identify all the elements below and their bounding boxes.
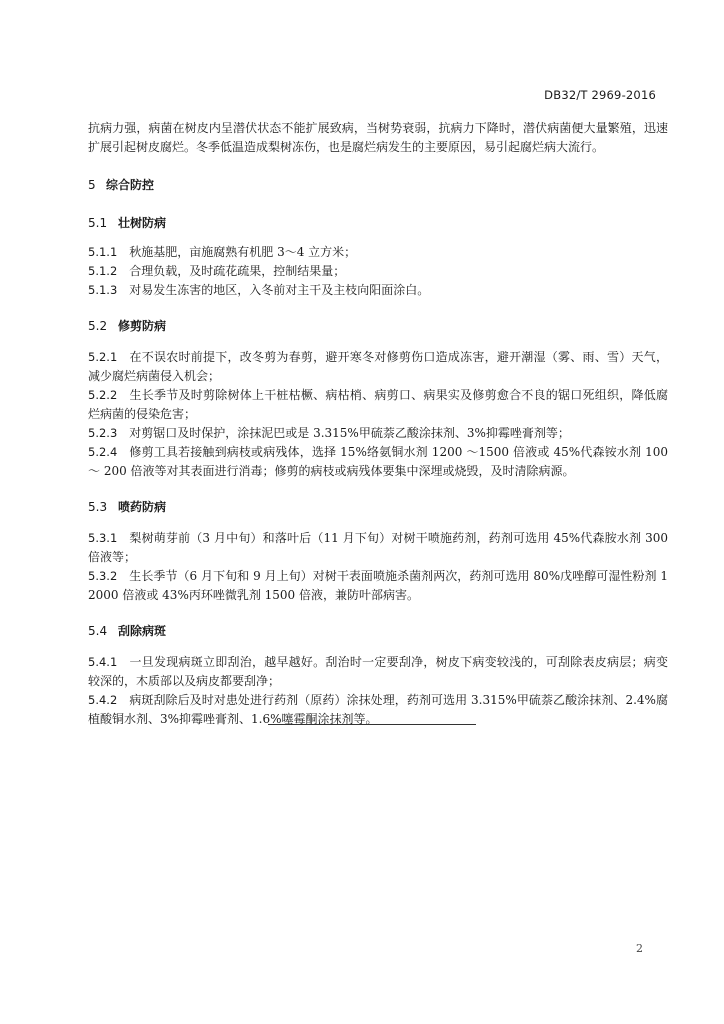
section-5-1-heading bbox=[88, 214, 668, 233]
item-5-2-4-text: 修剪工具若接触到病枝或病残体，选择 15%络氨铜水剂 1200 ～1500 倍液或 45%代森铵水剂 100 ～ 200 倍液等对其表面进行消毒；修剪的病枝或病残体要集中深埋或烧毁，及时清除病源。 bbox=[88, 445, 668, 478]
item-5-2-4 bbox=[88, 443, 668, 481]
end-of-document-rule bbox=[268, 724, 476, 725]
item-5-4-2-number: 5.4.2 bbox=[88, 693, 118, 707]
item-5-1-2-text: 合理负载，及时疏花疏果，控制结果量； bbox=[129, 264, 346, 278]
item-5-2-3-text: 对剪锯口及时保护，涂抹泥巴或是 3.315%甲硫萘乙酸涂抹剂、3%抑霉唑膏剂等； bbox=[129, 426, 570, 440]
section-5-heading bbox=[88, 176, 668, 195]
item-5-1-3 bbox=[88, 281, 668, 300]
section-5-number: 5 bbox=[88, 178, 96, 192]
item-5-2-2 bbox=[88, 386, 668, 424]
section-5-title: 综合防控 bbox=[106, 178, 155, 192]
item-5-3-1-number: 5.3.1 bbox=[88, 531, 118, 545]
item-5-2-1-number: 5.2.1 bbox=[88, 350, 118, 364]
section-5-1-number: 5.1 bbox=[88, 216, 108, 230]
item-5-3-2 bbox=[88, 567, 668, 605]
item-5-2-3 bbox=[88, 424, 668, 443]
item-5-2-4-number: 5.2.4 bbox=[88, 445, 118, 459]
item-5-1-3-text: 对易发生冻害的地区，入冬前对主干及主枝向阳面涂白。 bbox=[129, 283, 430, 297]
item-5-2-2-number: 5.2.2 bbox=[88, 388, 118, 402]
item-5-1-1 bbox=[88, 243, 668, 262]
item-5-2-1-text: 在不误农时前提下，改冬剪为春剪，避开寒冬对修剪伤口造成冻害，避开潮湿（雾、雨、雪）天气，减少腐烂病菌侵入机会； bbox=[88, 350, 668, 383]
item-5-1-2-number: 5.1.2 bbox=[88, 264, 118, 278]
section-5-3-number: 5.3 bbox=[88, 500, 108, 514]
item-5-2-1 bbox=[88, 348, 668, 386]
section-5-3-title: 喷药防病 bbox=[118, 500, 167, 514]
section-5-3-heading bbox=[88, 498, 668, 517]
item-5-3-2-text: 生长季节（6 月下旬和 9 月上旬）对树干表面喷施杀菌剂两次，药剂可选用 80%戊唑醇可湿性粉剂 12000 倍液或 43%丙环唑微乳剂 1500 倍液，兼防叶部病害。 bbox=[88, 569, 668, 602]
item-5-4-1-number: 5.4.1 bbox=[88, 655, 118, 669]
intro-paragraph: 抗病力强，病菌在树皮内呈潜伏状态不能扩展致病，当树势衰弱，抗病力下降时，潜伏病菌便大量繁殖，迅速扩展引起树皮腐烂。冬季低温造成梨树冻伤，也是腐烂病发生的主要原因，易引起腐烂病大流行。 bbox=[88, 121, 668, 154]
item-5-1-2 bbox=[88, 262, 668, 281]
item-5-1-1-text: 秋施基肥，亩施腐熟有机肥 3～4 立方米； bbox=[129, 245, 357, 259]
item-5-2-2-text: 生长季节及时剪除树体上干桩枯橛、病枯梢、病剪口、病果实及修剪愈合不良的锯口死组织，降低腐烂病菌的侵染危害； bbox=[88, 388, 668, 421]
section-5-4-heading bbox=[88, 622, 668, 641]
item-5-1-1-number: 5.1.1 bbox=[88, 245, 118, 259]
standard-code: DB32/T 2969-2016 bbox=[544, 88, 656, 102]
section-5-2-title: 修剪防病 bbox=[118, 319, 167, 333]
section-5-2-heading bbox=[88, 317, 668, 336]
page-number: 2 bbox=[636, 942, 643, 955]
item-5-4-2-text: 病斑刮除后及时对患处进行药剂（原药）涂抹处理，药剂可选用 3.315%甲硫萘乙酸涂抹剂、2.4%腐植酸铜水剂、3%抑霉唑膏剂、1.6%噻霉酮涂抹剂等。 bbox=[88, 693, 668, 726]
document-body bbox=[88, 119, 668, 729]
item-5-3-1 bbox=[88, 529, 668, 567]
item-5-3-1-text: 梨树萌芽前（3 月中旬）和落叶后（11 月下旬）对树干喷施药剂，药剂可选用 45%代森胺水剂 300 倍液等； bbox=[88, 531, 668, 564]
section-5-2-number: 5.2 bbox=[88, 319, 108, 333]
section-5-4-title: 刮除病斑 bbox=[118, 624, 167, 638]
section-5-1-title: 壮树防病 bbox=[118, 216, 167, 230]
item-5-2-3-number: 5.2.3 bbox=[88, 426, 118, 440]
item-5-1-3-number: 5.1.3 bbox=[88, 283, 118, 297]
item-5-4-1-text: 一旦发现病斑立即刮治，越早越好。刮治时一定要刮净，树皮下病变较浅的，可刮除表皮病层；病变较深的，木质部以及病皮都要刮净； bbox=[88, 655, 668, 688]
item-5-3-2-number: 5.3.2 bbox=[88, 569, 118, 583]
item-5-4-1 bbox=[88, 653, 668, 691]
section-5-4-number: 5.4 bbox=[88, 624, 108, 638]
